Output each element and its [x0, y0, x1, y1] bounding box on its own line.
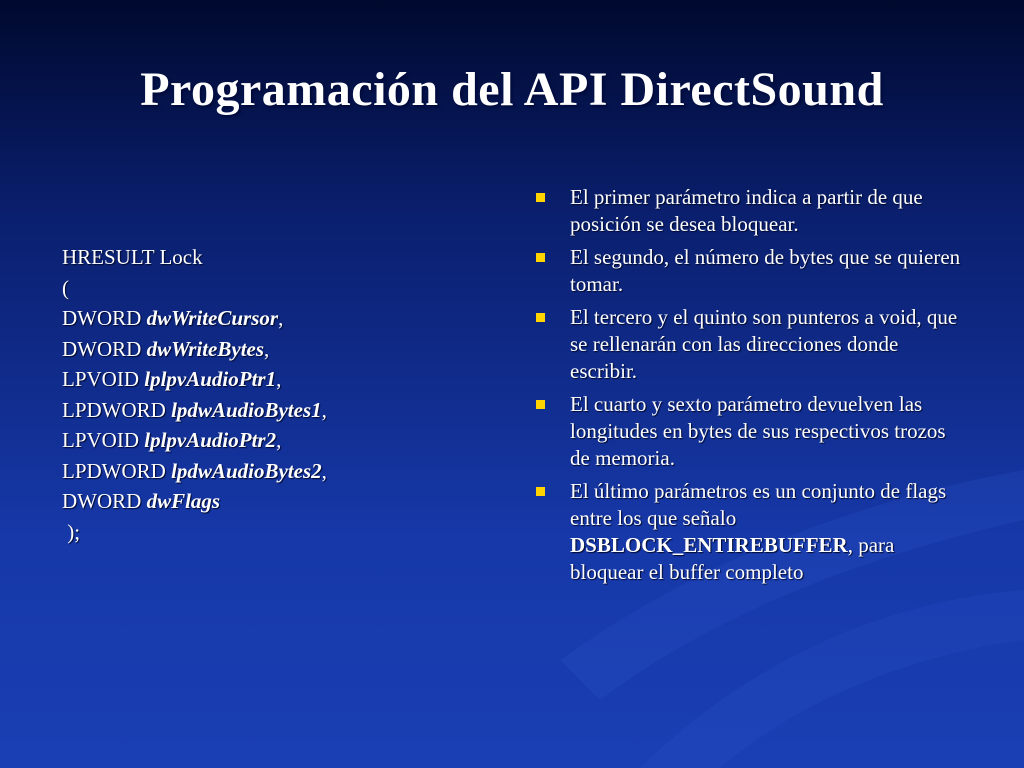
bullet-text: El primer parámetro indica a partir de que posición se desea bloquear. [570, 185, 923, 236]
code-param [62, 425, 327, 456]
param-separator: , [321, 397, 327, 422]
code-param [62, 395, 327, 426]
param-name: dwWriteBytes [146, 336, 265, 361]
param-type: DWORD [62, 489, 142, 513]
slide-title: Programación del API DirectSound [140, 63, 884, 116]
param-separator: , [321, 458, 327, 483]
param-type: LPDWORD [62, 458, 166, 483]
param-name: dwWriteCursor [146, 306, 279, 330]
bullet-item [530, 184, 970, 238]
param-type: DWORD [62, 306, 142, 330]
square-bullet-icon [536, 487, 545, 496]
param-name: lpdwAudioBytes2 [171, 458, 322, 483]
param-name: lplpvAudioPtr2 [144, 428, 277, 452]
bullet-item [530, 304, 970, 385]
param-name: dwFlags [146, 489, 221, 513]
bullet-list [530, 184, 970, 592]
bullet-item [530, 244, 970, 298]
bullet-text: El segundo, el número de bytes que se quieren tomar. [570, 245, 961, 296]
square-bullet-icon [536, 400, 545, 409]
param-separator: , [278, 306, 284, 330]
flag-constant: DSBLOCK_ENTIREBUFFER [570, 533, 848, 557]
param-separator: , [276, 428, 282, 452]
code-param [62, 456, 327, 487]
param-separator: , [264, 336, 270, 361]
param-name: lplpvAudioPtr1 [144, 367, 277, 391]
bullet-text-after: , para bloquear el buffer completo [570, 533, 895, 584]
param-type: LPDWORD [62, 397, 166, 422]
code-block [62, 242, 327, 547]
code-param [62, 334, 327, 365]
bullet-text-before: El último parámetros es un conjunto de flags entre los que señalo [570, 479, 947, 530]
code-close-paren: ); [62, 519, 81, 544]
bullet-item [530, 478, 970, 586]
param-type: LPVOID [62, 428, 139, 452]
param-type: LPVOID [62, 367, 139, 391]
bullet-item [530, 391, 970, 472]
param-name: lpdwAudioBytes1 [171, 397, 322, 422]
square-bullet-icon [536, 193, 545, 202]
square-bullet-icon [536, 253, 545, 262]
square-bullet-icon [536, 313, 545, 322]
bullet-text: El tercero y el quinto son punteros a void, que se rellenarán con las direcciones donde escribir. [570, 305, 958, 383]
bullet-text: El cuarto y sexto parámetro devuelven las longitudes en bytes de sus respectivos trozos de memoria. [570, 392, 946, 470]
param-type: DWORD [62, 336, 142, 361]
code-open-paren: ( [62, 275, 69, 300]
code-param [62, 364, 327, 395]
code-param [62, 486, 327, 517]
code-signature: HRESULT Lock [62, 245, 203, 269]
code-param [62, 303, 327, 334]
param-separator: , [276, 367, 282, 391]
